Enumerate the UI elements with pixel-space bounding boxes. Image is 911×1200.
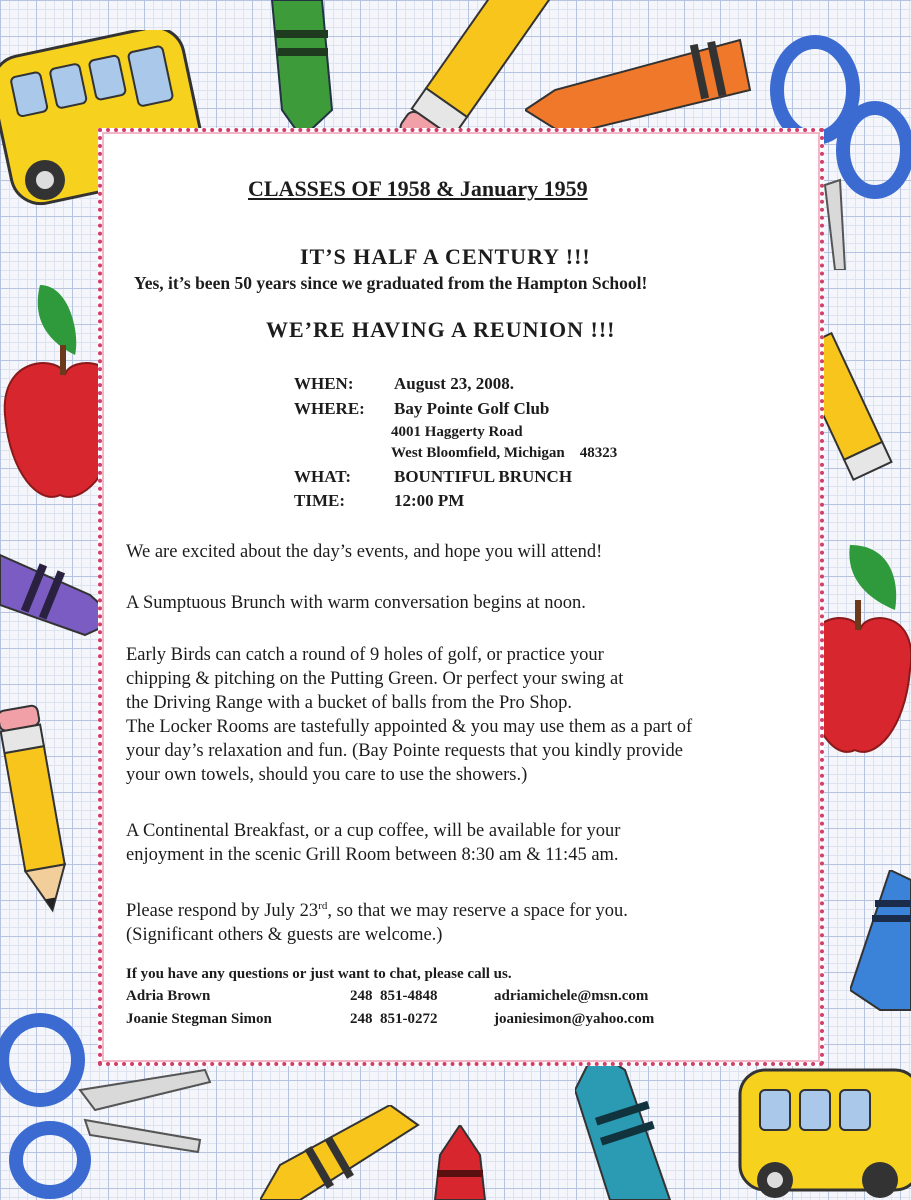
paragraph-golf	[126, 643, 796, 787]
teal-crayon-bottom-icon	[575, 1050, 675, 1200]
paragraph-golf-line: The Locker Rooms are tastefully appointed & you may use them as a part of	[126, 717, 693, 737]
contact-name: Adria Brown	[126, 988, 211, 1004]
paragraph-golf-line: your day’s relaxation and fun. (Bay Pointe requests that you kindly provide	[126, 741, 683, 761]
paragraph-golf-line: Early Birds can catch a round of 9 holes of golf, or practice your	[126, 645, 604, 665]
when-value: August 23, 2008.	[394, 374, 514, 393]
school-bus-bottom-right-icon	[730, 1060, 911, 1200]
what-value: BOUNTIFUL BRUNCH	[394, 467, 573, 486]
contact-name: Joanie Stegman Simon	[126, 1011, 272, 1027]
reunion-heading: WE’RE HAVING A REUNION !!!	[266, 317, 616, 342]
pencil-left-icon	[0, 695, 90, 925]
what-label: WHAT:	[294, 467, 351, 486]
paragraph-breakfast-line: enjoyment in the scenic Grill Room between 8:30 am & 11:45 am.	[126, 845, 619, 865]
contact-email[interactable]: adriamichele@msn.com	[494, 988, 649, 1004]
flyer-title: CLASSES OF 1958 & January 1959	[248, 176, 588, 201]
address-line-1: 4001 Haggerty Road	[391, 424, 523, 440]
contact-email[interactable]: joaniesimon@yahoo.com	[494, 1011, 655, 1027]
contact-phone: 248 851-4848	[350, 988, 438, 1004]
where-label: WHERE:	[294, 399, 365, 418]
paragraph-rsvp	[126, 894, 796, 947]
paragraph-excited: We are excited about the day’s events, and hope you will attend!	[126, 542, 603, 562]
half-century-headline: IT’S HALF A CENTURY !!!	[300, 244, 591, 269]
green-crayon-icon	[262, 0, 342, 140]
time-value: 12:00 PM	[394, 491, 465, 510]
ordinal-suffix: rd	[318, 900, 328, 912]
contact-phone: 248 851-0272	[350, 1011, 438, 1027]
blue-crayon-right-icon	[850, 870, 911, 1020]
time-label: TIME:	[294, 491, 345, 510]
graduation-subheadline: Yes, it’s been 50 years since we graduated from the Hampton School!	[134, 273, 648, 293]
rsvp-line-1: Please respond by July 23rd, so that we may reserve a space for you.	[126, 900, 628, 922]
paragraph-golf-line: your own towels, should you care to use the showers.)	[126, 765, 528, 785]
red-crayon-bottom-icon	[425, 1125, 495, 1200]
when-label: WHEN:	[294, 374, 354, 393]
where-value: Bay Pointe Golf Club	[394, 399, 550, 418]
paragraph-golf-line: chipping & pitching on the Putting Green. Or perfect your swing at	[126, 669, 624, 689]
paragraph-breakfast-line: A Continental Breakfast, or a cup coffee, will be available for your	[126, 821, 621, 841]
contact-intro: If you have any questions or just want to chat, please call us.	[126, 966, 512, 982]
paragraph-breakfast	[126, 819, 796, 867]
paragraph-golf-line: the Driving Range with a bucket of balls from the Pro Shop.	[126, 693, 572, 713]
yellow-crayon-bottom-icon	[260, 1105, 420, 1200]
address-line-2: West Bloomfield, Michigan 48323	[391, 445, 618, 461]
rsvp-line-2: (Significant others & guests are welcome.)	[126, 925, 443, 946]
paragraph-brunch: A Sumptuous Brunch with warm conversation begins at noon.	[126, 593, 586, 613]
